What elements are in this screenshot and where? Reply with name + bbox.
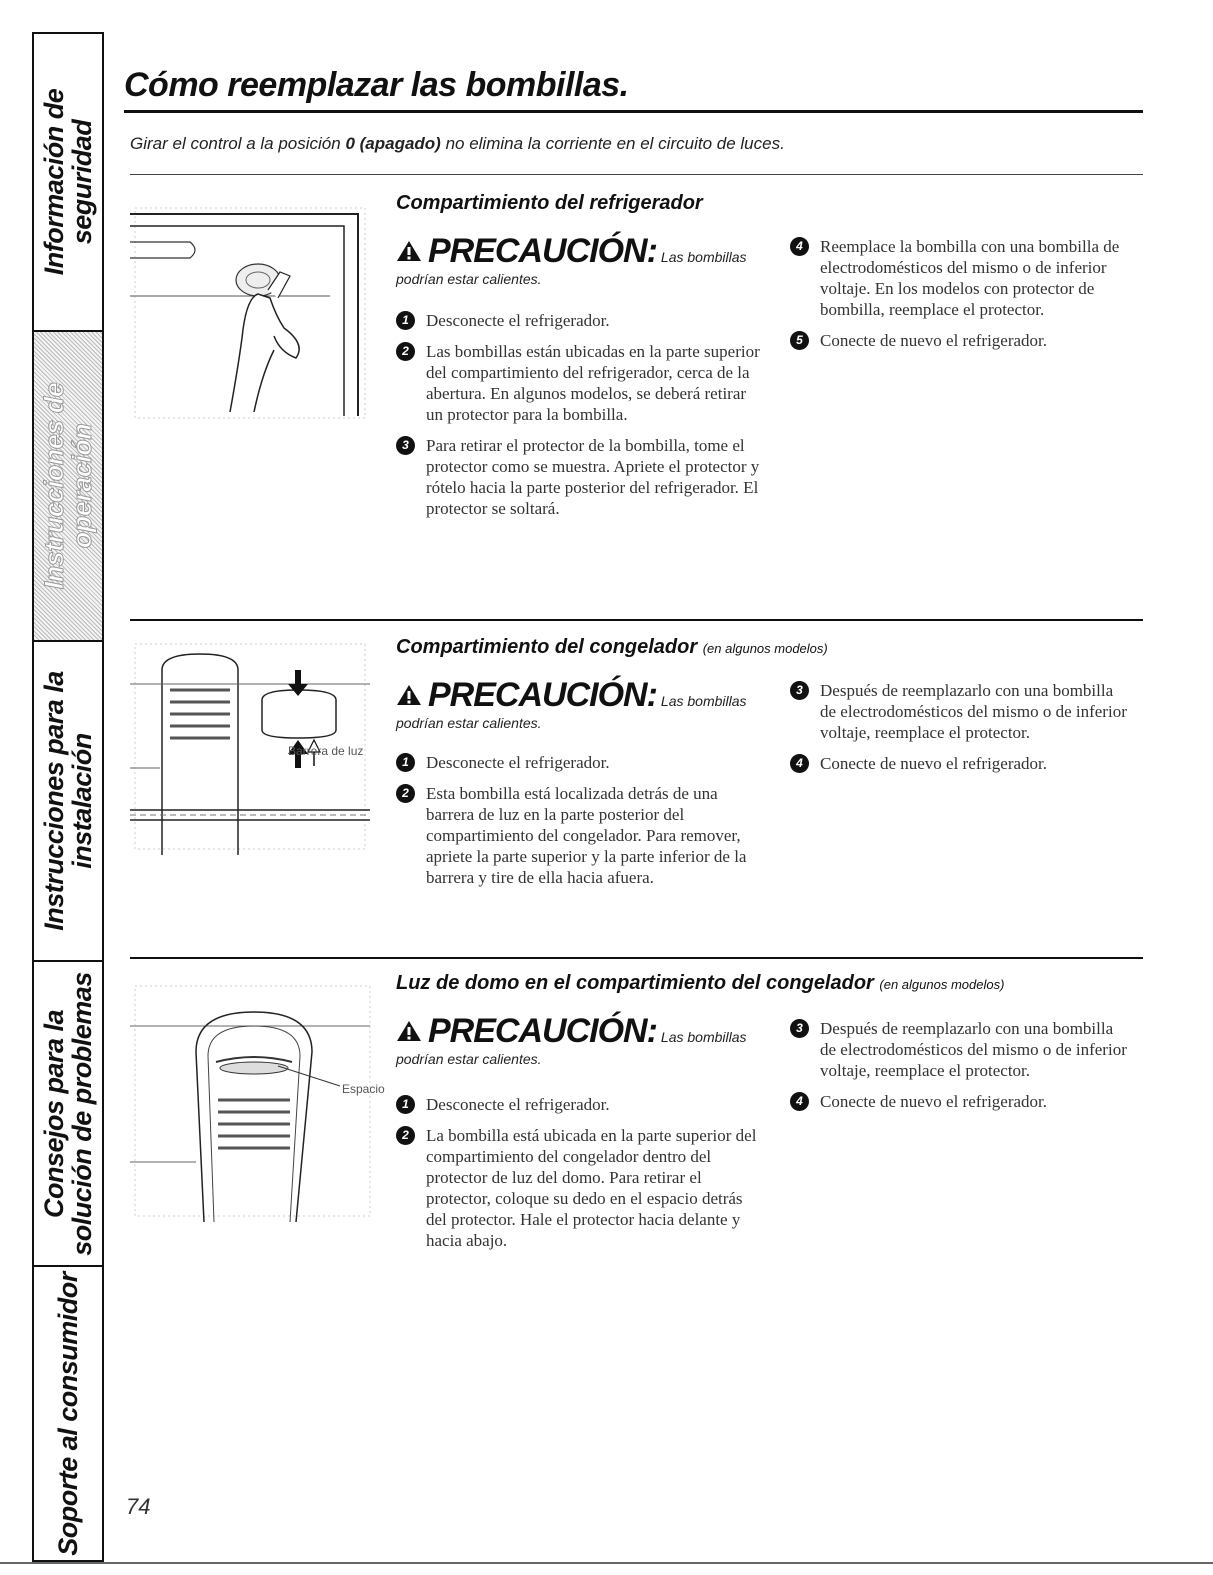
intro-note bbox=[130, 134, 785, 154]
section-divider bbox=[130, 957, 1143, 959]
step-number: 2 bbox=[396, 1126, 415, 1145]
steps-left bbox=[396, 1094, 766, 1261]
step-number: 1 bbox=[396, 1095, 415, 1114]
tab-label: Instrucciones para la instalación bbox=[39, 671, 97, 931]
tab-consejos-solucion-de-problemas[interactable] bbox=[34, 962, 102, 1267]
step-item bbox=[396, 1125, 766, 1251]
caution-inline: Las bombillas bbox=[660, 249, 747, 265]
caution-block bbox=[396, 676, 747, 731]
caution-inline: Las bombillas bbox=[660, 1029, 747, 1045]
section-refrigerator bbox=[130, 192, 1143, 612]
tab-label: Consejos para la solución de problemas bbox=[39, 971, 97, 1256]
step-number: 1 bbox=[396, 311, 415, 330]
tab-informacion-de-seguridad[interactable] bbox=[34, 34, 102, 332]
step-number: 2 bbox=[396, 342, 415, 361]
tab-label: Información de seguridad bbox=[39, 88, 97, 276]
section-divider bbox=[130, 174, 1143, 175]
tab-label: Soporte al consumidor bbox=[53, 1271, 83, 1556]
steps-right bbox=[790, 1018, 1130, 1122]
step-text: Conecte de nuevo el refrigerador. bbox=[820, 331, 1048, 350]
caution-inline: Las bombillas bbox=[660, 693, 747, 709]
title-divider bbox=[124, 110, 1143, 113]
step-item bbox=[790, 330, 1130, 351]
intro-bold: 0 (apagado) bbox=[345, 134, 441, 153]
dome-light-illustration bbox=[130, 982, 380, 1222]
section-divider bbox=[130, 619, 1143, 621]
caution-block bbox=[396, 232, 747, 287]
step-item bbox=[790, 236, 1130, 320]
step-number: 2 bbox=[396, 784, 415, 803]
intro-text: Girar el control a la posición bbox=[130, 134, 346, 153]
page-number: 74 bbox=[126, 1494, 151, 1519]
step-text: Después de reemplazarlo con una bombilla de electrodomésticos del mismo o de inferior voltaje, reemplace el protector. bbox=[820, 681, 1127, 742]
steps-left bbox=[396, 752, 766, 898]
warning-icon bbox=[396, 1020, 422, 1042]
warning-icon bbox=[396, 684, 422, 706]
heading-text: Compartimiento del congelador bbox=[396, 636, 698, 658]
section-freezer bbox=[130, 636, 1143, 936]
step-number: 4 bbox=[790, 237, 809, 256]
tab-instrucciones-de-operacion[interactable] bbox=[34, 332, 102, 642]
intro-text-end: no elimina la corriente en el circuito de luces. bbox=[440, 134, 785, 153]
step-number: 3 bbox=[790, 1019, 809, 1038]
step-number: 4 bbox=[790, 754, 809, 773]
page-title: Cómo reemplazar las bombillas. bbox=[124, 66, 629, 104]
step-item bbox=[396, 435, 766, 519]
steps-right bbox=[790, 680, 1130, 784]
section-tabs bbox=[32, 32, 104, 1562]
section-heading bbox=[396, 972, 1004, 995]
step-text: Desconecte el refrigerador. bbox=[426, 753, 610, 772]
step-text: Reemplace la bombilla con una bombilla de electrodomésticos del mismo o de inferior voltaje. En los modelos con protector de bombilla, reemplace el protector. bbox=[820, 237, 1120, 319]
steps-right bbox=[790, 236, 1130, 361]
caution-title: PRECAUCIÓN: bbox=[428, 232, 657, 270]
figure-label: Espacio bbox=[342, 1082, 385, 1096]
step-text: Las bombillas están ubicadas en la parte superior del compartimiento del refrigerador, cerca de la abertura. En algunos modelos, se deberá retirar un protector para la bombilla. bbox=[426, 342, 760, 424]
bottom-divider bbox=[0, 1562, 1213, 1564]
step-item bbox=[790, 1018, 1130, 1081]
section-heading bbox=[396, 192, 703, 215]
heading-note: (en algunos modelos) bbox=[702, 641, 828, 656]
caution-title: PRECAUCIÓN: bbox=[428, 676, 657, 714]
step-text: Después de reemplazarlo con una bombilla de electrodomésticos del mismo o de inferior voltaje, reemplace el protector. bbox=[820, 1019, 1127, 1080]
step-text: Esta bombilla está localizada detrás de una barrera de luz en la parte posterior del compartimiento del congelador. Para remover, apriete la parte superior y la parte inferior de la barrera y tire de ella hacia afuera. bbox=[426, 784, 747, 887]
step-text: Conecte de nuevo el refrigerador. bbox=[820, 1092, 1048, 1111]
caution-subtext: podrían estar calientes. bbox=[396, 271, 542, 287]
step-text: Conecte de nuevo el refrigerador. bbox=[820, 754, 1048, 773]
step-item bbox=[396, 1094, 766, 1115]
refrigerator-light-illustration bbox=[130, 198, 370, 423]
step-item bbox=[790, 753, 1130, 774]
step-number: 3 bbox=[790, 681, 809, 700]
tab-soporte-al-consumidor[interactable] bbox=[34, 1267, 102, 1560]
section-heading bbox=[396, 636, 828, 659]
step-item bbox=[396, 752, 766, 773]
tab-label: Instrucciones de operación bbox=[39, 382, 97, 590]
step-number: 4 bbox=[790, 1092, 809, 1111]
caution-subtext: podrían estar calientes. bbox=[396, 715, 542, 731]
figure-label: Barrera de luz bbox=[288, 744, 364, 758]
step-number: 1 bbox=[396, 753, 415, 772]
heading-text: Luz de domo en el compartimiento del congelador bbox=[396, 972, 874, 994]
step-item bbox=[790, 680, 1130, 743]
step-text: La bombilla está ubicada en la parte superior del compartimiento del congelador dentro del protector de luz del domo. Para retirar el protector, coloque su dedo en el espacio detrás del protector. Hale el protector hacia delante y hacia abajo. bbox=[426, 1126, 757, 1250]
step-text: Para retirar el protector de la bombilla, tome el protector como se muestra. Apriete el protector y rótelo hacia la parte posterior del refrigerador. El protector se soltará. bbox=[426, 436, 760, 518]
step-number: 3 bbox=[396, 436, 415, 455]
step-item bbox=[790, 1091, 1130, 1112]
caution-title: PRECAUCIÓN: bbox=[428, 1012, 657, 1050]
tab-instrucciones-para-la-instalacion[interactable] bbox=[34, 642, 102, 962]
step-number: 5 bbox=[790, 331, 809, 350]
caution-subtext: podrían estar calientes. bbox=[396, 1051, 542, 1067]
step-text: Desconecte el refrigerador. bbox=[426, 311, 610, 330]
step-item bbox=[396, 783, 766, 888]
heading-text: Compartimiento del refrigerador bbox=[396, 192, 703, 214]
heading-note: (en algunos modelos) bbox=[879, 977, 1005, 992]
step-text: Desconecte el refrigerador. bbox=[426, 1095, 610, 1114]
step-item bbox=[396, 341, 766, 425]
section-freezer-dome bbox=[130, 972, 1143, 1292]
step-item bbox=[396, 310, 766, 331]
caution-block bbox=[396, 1012, 747, 1067]
steps-left bbox=[396, 310, 766, 529]
warning-icon bbox=[396, 240, 422, 262]
